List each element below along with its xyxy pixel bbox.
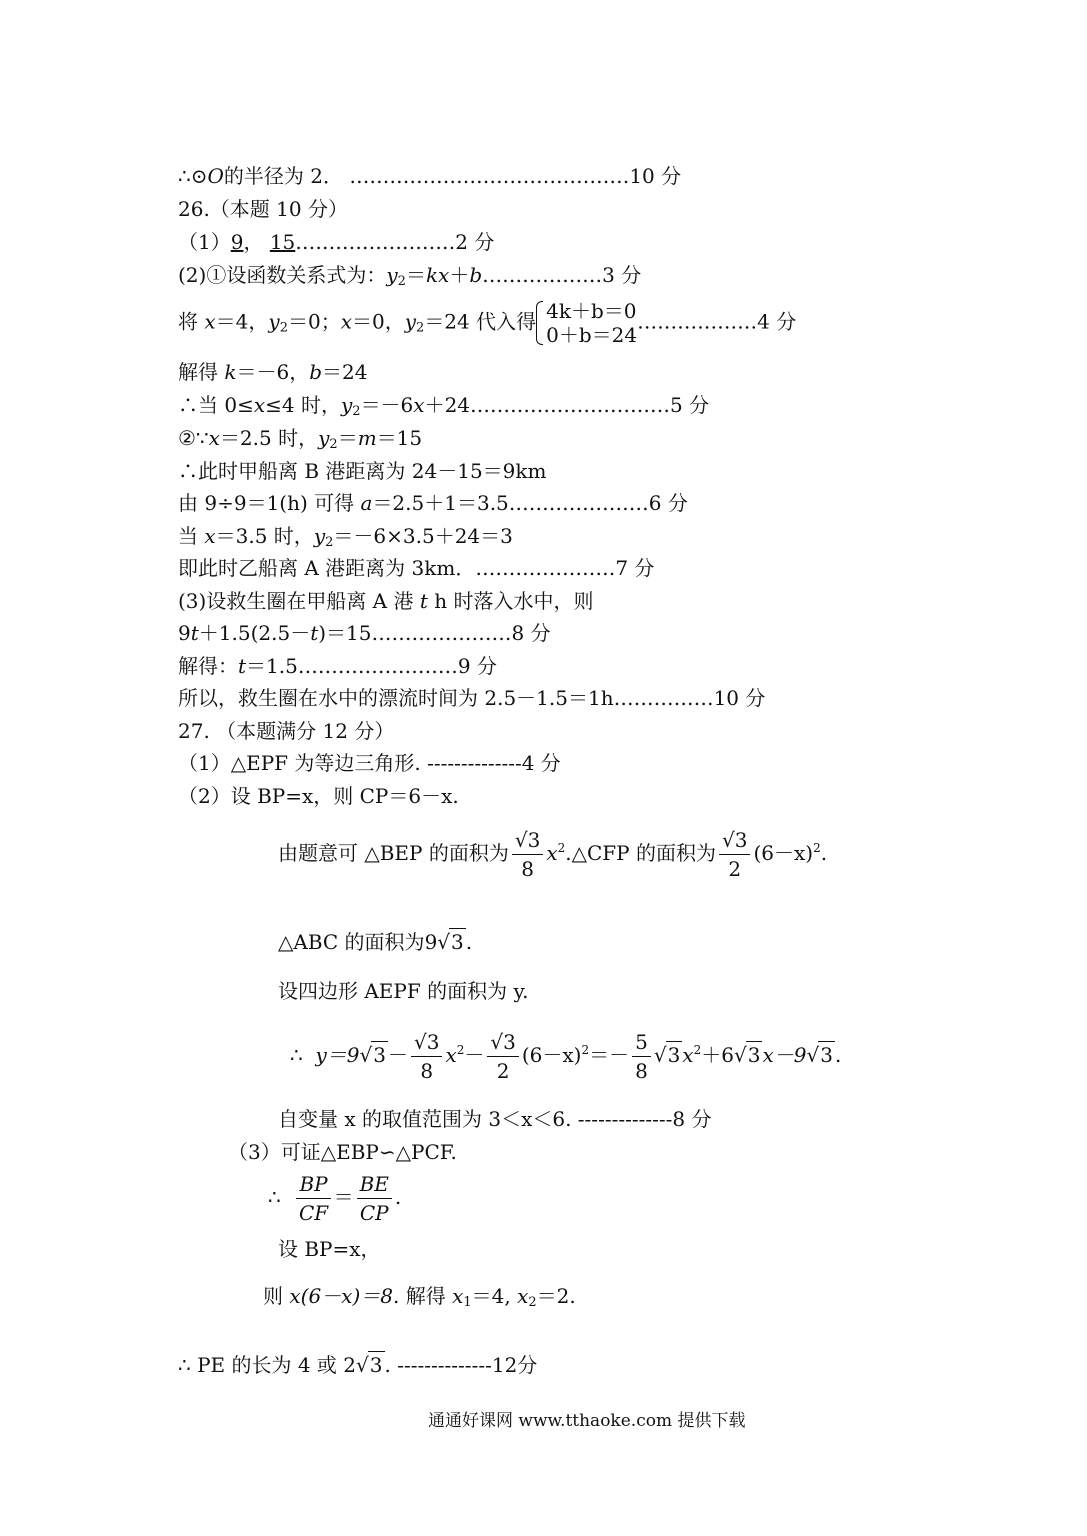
- fraction: $\frac{5}{8}$: [632, 1028, 651, 1085]
- q27-domain: 自变量 x 的取值范围为 3＜x＜6. --------------8 分: [278, 1107, 712, 1131]
- q26-part3-setup: (3)设救生圈在甲船离 A 港 t h 时落入水中，则: [178, 589, 594, 613]
- equation-system: 4k＋b＝0 0＋b＝24: [536, 299, 637, 347]
- q27-final-answer: ∴ PE 的长为 4 或 2√3 . --------------12分: [178, 1353, 538, 1377]
- fraction: $\frac{√3}{2}$: [487, 1028, 518, 1085]
- q27-part2-setup: （2）设 BP=x，则 CP＝6－x.: [178, 784, 459, 808]
- q26-substitution-line: 将 x＝4，$y_2=0$；x＝0，$y_2=24$ 代入得 4k＋b＝0 0＋b＝24 ………………4 分: [178, 299, 797, 347]
- q26-part3-solution: 解得：t＝1.5……………………9 分: [178, 654, 497, 678]
- q26-solution-kb: 解得 k＝－6，b＝24: [178, 360, 368, 384]
- q26-distance-b: ∴此时甲船离 B 港距离为 24－15＝9km: [178, 459, 547, 483]
- q27-quad-area-def: 设四边形 AEPF 的面积为 y.: [278, 979, 529, 1003]
- q27-bp-def: 设 BP=x，: [278, 1237, 381, 1261]
- q27-abc-area: △ABC 的面积为9√3 .: [278, 930, 473, 954]
- q26-part2-setup: (2)①设函数关系式为：$y_2=kx+b\dots\dots\dots\dots\dots\dots 3$ 分: [178, 263, 642, 289]
- q27-part3-similar: （3）可证△EBP∽△PCF.: [228, 1140, 457, 1164]
- page-footer: 通通好课网 www.tthaoke.com 提供下载: [428, 1411, 746, 1431]
- fraction: $\frac{√3}{2}$: [719, 826, 750, 883]
- q27-equation-solve: 则 x(6－x)＝8. 解得 $x_1=4$, $x_2=2$.: [263, 1284, 576, 1310]
- q27-area-expression: ∴ y＝9√3 － $\frac{√3}{8}$ $x^2-$ $\frac{√3}{2}$ $(6-x)^2=-$ $\frac{5}{8}$ √3 $x^2+6√3$ x－9√3 .: [290, 1030, 842, 1083]
- line-radius-conclusion: ∴⊙O的半径为 2． ……………………………………10 分: [178, 164, 682, 188]
- q26-part1-answer: （1）9， 15……………………2 分: [178, 230, 495, 254]
- fraction: $\frac{√3}{8}$: [512, 826, 543, 883]
- q27-ratio: ∴ $\frac{BP}{CF}$ ＝ $\frac{BE}{CP}$ .: [268, 1172, 402, 1225]
- q27-part1-answer: （1）△EPF 为等边三角形. --------------4 分: [178, 751, 561, 775]
- q26-y2-value: 当 x＝3.5 时，$y_2=-6\times 3.5+24=3$: [178, 524, 513, 550]
- fraction: $\frac{√3}{8}$: [411, 1028, 442, 1085]
- q27-triangle-areas: 由题意可 △BEP 的面积为 $\frac{√3}{8}$ $x^2.\triangle CFP$ 的面积为 $\frac{√3}{2}$ $(6-x)^2$.: [278, 828, 828, 881]
- q26-function-expression: ∴当 0≤x≤4 时，$y_2=-6x+24\dots\dots\dots\dots\dots\dots\dots\dots\dots\dots 5$ 分: [178, 393, 710, 419]
- q26-part3-equation: 9t＋1.5(2.5－t)＝15…………………8 分: [178, 621, 551, 645]
- fraction: $\frac{BE}{CP}$: [357, 1170, 392, 1227]
- fraction: $\frac{BP}{CF}$: [296, 1170, 330, 1227]
- question-27-heading: 27. （本题满分 12 分）: [178, 719, 395, 743]
- question-26-heading: 26.（本题 10 分）: [178, 197, 348, 221]
- q26-part2-b: ②∵x＝2.5 时，$y_2=m=15$: [178, 426, 423, 452]
- q26-distance-a: 即此时乙船离 A 港距离为 3km．…………………7 分: [178, 556, 655, 580]
- q26-conclusion: 所以，救生圈在水中的漂流时间为 2.5－1.5＝1h……………10 分: [178, 686, 766, 710]
- q26-time-a: 由 9÷9＝1(h) 可得 a＝2.5＋1＝3.5…………………6 分: [178, 491, 688, 515]
